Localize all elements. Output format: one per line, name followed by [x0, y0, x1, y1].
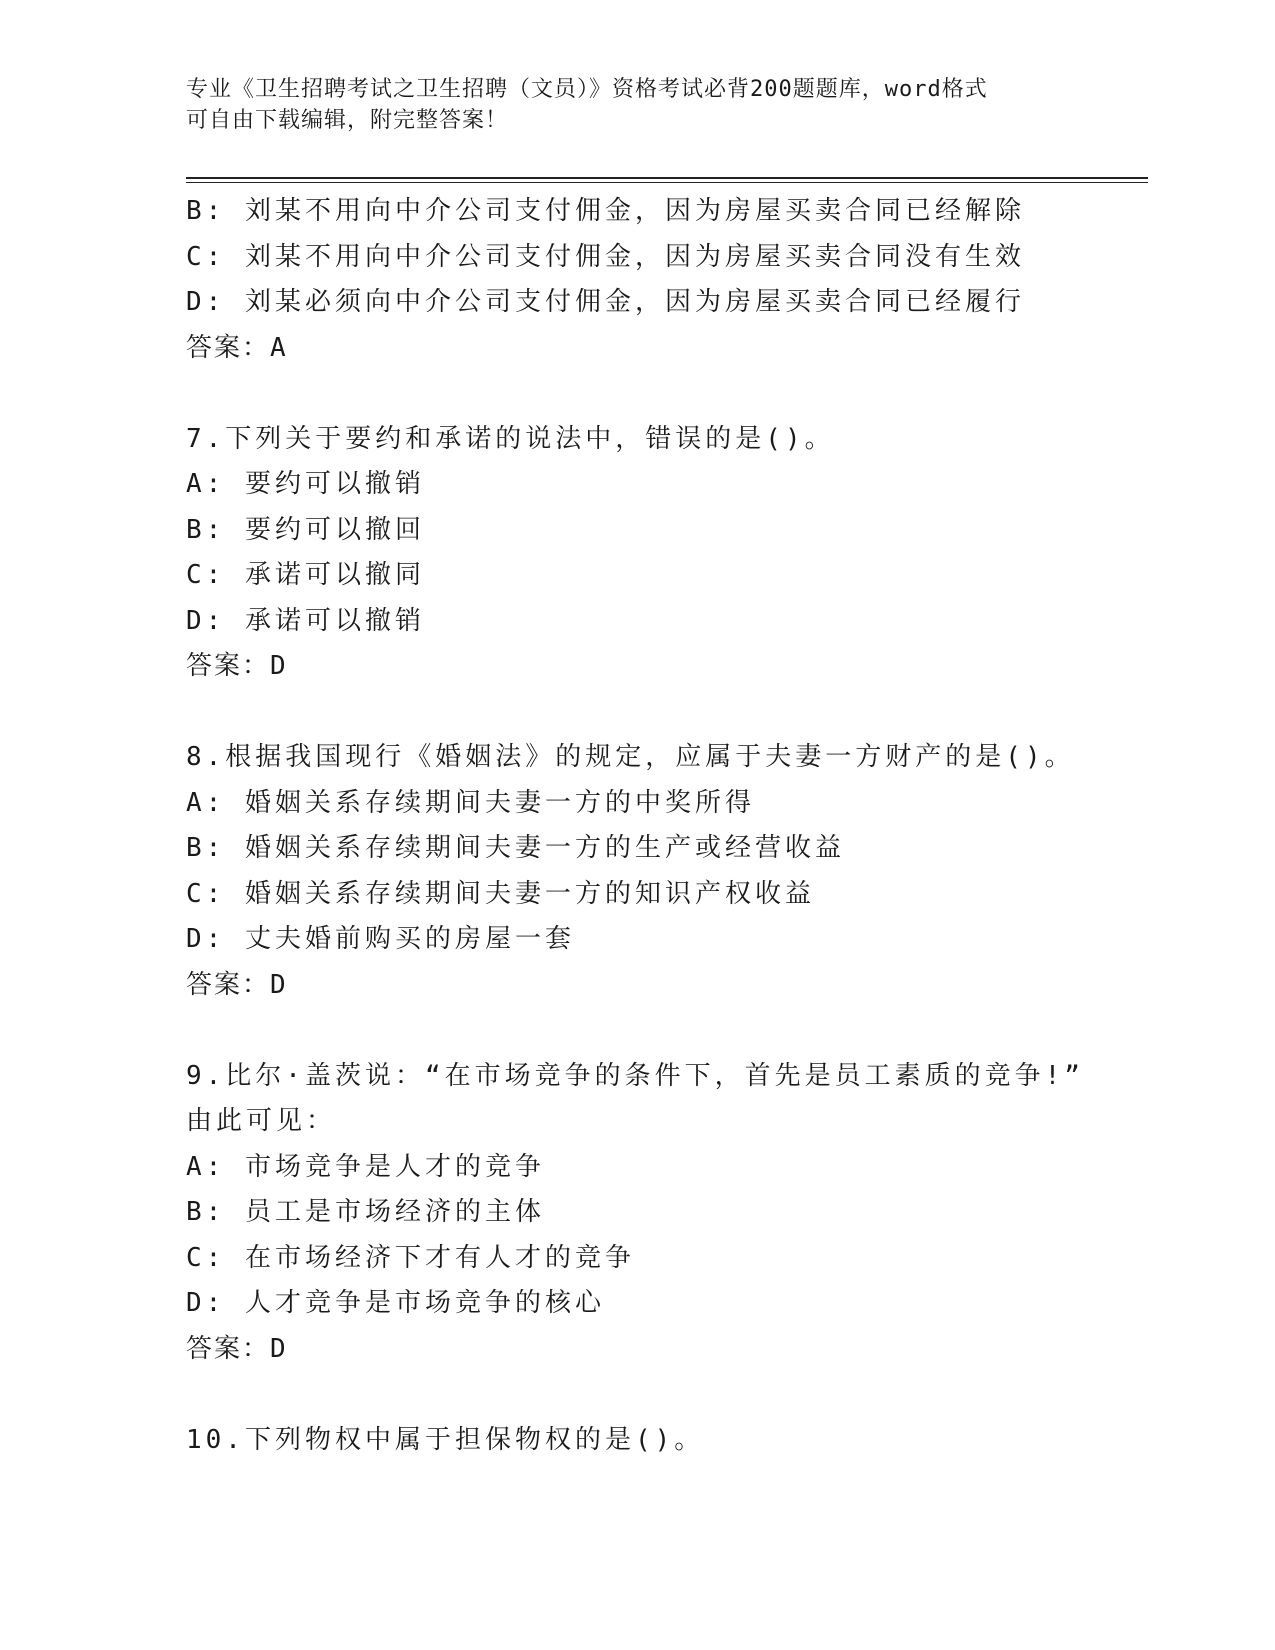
question-stem-line-1: 9.比尔·盖茨说：“在市场竞争的条件下，首先是员工素质的竞争!”: [186, 1060, 1084, 1091]
header-title-line-2: 可自由下载编辑，附完整答案！: [186, 108, 509, 133]
question-stem: 7.下列关于要约和承诺的说法中，错误的是()。: [186, 423, 835, 454]
question-stem: 10.下列物权中属于担保物权的是()。: [186, 1424, 705, 1455]
question-stem: 8.根据我国现行《婚姻法》的规定，应属于夫妻一方财产的是()。: [186, 742, 1075, 772]
answer-line: 答案：D: [186, 969, 288, 1000]
option-b: B: 婚姻关系存续期间夫妻一方的生产或经营收益: [186, 833, 845, 863]
answer-line: 答案：D: [186, 1333, 288, 1364]
question-6-carryover: [186, 189, 1146, 371]
option-c: C: 在市场经济下才有人才的竞争: [186, 1242, 635, 1273]
option-a: A: 婚姻关系存续期间夫妻一方的中奖所得: [186, 787, 755, 818]
question-stem-line-2: 由此可见：: [186, 1106, 337, 1136]
option-b: B: 要约可以撤回: [186, 514, 425, 545]
header-divider-thin: [186, 182, 1148, 183]
option-d: D: 丈夫婚前购买的房屋一套: [186, 924, 575, 954]
header-divider-thick: [186, 177, 1148, 179]
option-a: A: 市场竞争是人才的竞争: [186, 1151, 545, 1182]
answer-line: 答案：A: [186, 332, 288, 363]
option-c: C: 婚姻关系存续期间夫妻一方的知识产权收益: [186, 878, 815, 909]
question-8: [186, 735, 1146, 1008]
option-b: B: 刘某不用向中介公司支付佣金，因为房屋买卖合同已经解除: [186, 196, 1025, 226]
question-7: [186, 417, 1146, 690]
answer-line: 答案：D: [186, 651, 288, 681]
question-10: [186, 1418, 1146, 1464]
question-list: [186, 189, 1146, 1463]
question-9: [186, 1054, 1146, 1373]
header-title-line-1: 专业《卫生招聘考试之卫生招聘（文员）》资格考试必背200题题库，word格式: [186, 77, 988, 102]
option-a: A: 要约可以撤销: [186, 469, 425, 499]
option-c: C: 承诺可以撤同: [186, 560, 425, 590]
option-c: C: 刘某不用向中介公司支付佣金，因为房屋买卖合同没有生效: [186, 241, 1025, 272]
option-d: D: 刘某必须向中介公司支付佣金，因为房屋买卖合同已经履行: [186, 287, 1025, 317]
option-d: D: 人才竞争是市场竞争的核心: [186, 1288, 605, 1318]
document-header: [186, 74, 1066, 136]
option-d: D: 承诺可以撤销: [186, 605, 425, 636]
option-b: B: 员工是市场经济的主体: [186, 1197, 545, 1227]
